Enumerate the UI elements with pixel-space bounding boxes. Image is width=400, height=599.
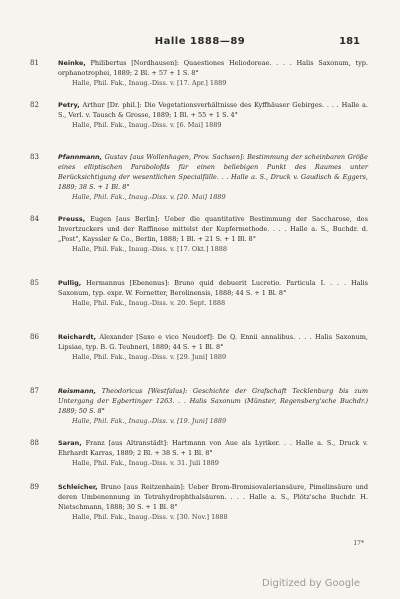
entry-dissertation: Halle, Phil. Fak., Inaug.-Diss. v. [17. Okt.] 1888 (72, 245, 228, 253)
signature-mark: 17* (353, 540, 364, 547)
entry-number: 83 (30, 153, 39, 161)
entry-author: Saran, (58, 439, 82, 447)
entry-number: 82 (30, 101, 39, 109)
entry-text: Philibertus [Nordhausen]: Quaestiones Heliodoreae. . . . Halis Saxonum, typ. orphanotrophei, 1889; 2 Bl. + 57 + 1 S. 8° (58, 59, 368, 77)
entry-body (58, 332, 368, 362)
entry-dissertation: Halle, Phil. Fak., Inaug.-Diss. v. [20. Mai] 1889 (72, 193, 226, 201)
entry-author: Petry, (58, 101, 80, 109)
entry-dissertation: Halle, Phil. Fak., Inaug.-Diss. v. [29. Juni] 1889 (72, 353, 227, 361)
entry-text: Arthur [Dr. phil.]: Die Vegetationsverhältnisse des Kyffhäuser Gebirges. . . . Halle a. S., Verl. v. Tausch & Grosse, 1889; 1 Bl. + 55 + 1 S. 4° (58, 101, 368, 119)
entry-body (58, 214, 368, 254)
entry-author: Neinke, (58, 59, 86, 67)
entry-body (58, 482, 368, 522)
entry-dissertation: Halle, Phil. Fak., Inaug.-Diss. v. [6. Mai] 1889 (72, 121, 222, 129)
running-header (0, 36, 400, 50)
entry-author: Pullig, (58, 279, 82, 287)
entry-body (58, 386, 368, 426)
entry-number: 89 (30, 483, 39, 491)
entry-author: Schleicher, (58, 483, 98, 491)
entry-text: Bruno [aus Reitzenhain]: Ueber Brom-Bromisovaleriansäure, Pimelinsäure und deren Umbenennung in Tetrahydrophthalsäuren. . . . Halle a. S., Plötz'sche Buchdr. H. Nietschmann, 1888; 30 S. + 1 Bl. 8° (58, 483, 368, 511)
entry-author: Preuss, (58, 215, 86, 223)
entry-text: Alexander [Saxo e vico Neudorf]: De Q. Ennii annalibus. . . . Halis Saxonum, Lipsiae, typ. B. G. Teubneri, 1889; 44 S. + 1 Bl. 8° (58, 333, 368, 351)
entry-dissertation: Halle, Phil. Fak., Inaug.-Diss. v. [30. Nov.] 1888 (72, 513, 228, 521)
entry-number: 88 (30, 439, 39, 447)
entry-number: 85 (30, 279, 39, 287)
entry-text: Gustav [aus Wollenhagen, Prov. Sachsen]: Bestimmung der scheinbaren Größe eines elliptischen Parabolofds für einen beliebigen Punkt des Raumes unter Berücksichtigung der wesentlichen Specialfälle. . . Halle a. S., Druck v. Gaudisch & Eggers, 1889; 38 S. + 1 Bl. 8° (58, 153, 368, 191)
entry-author: Reismann, (58, 387, 97, 395)
google-watermark: Digitized by Google (262, 578, 360, 589)
entry-text: Franz [aus Altranstädt]: Hartmann von Aue als Lyriker. . . Halle a. S., Druck v. Ehrhardt Karras, 1889; 2 Bl. + 38 S. + 1 Bl. 8° (58, 439, 368, 457)
entry-number: 86 (30, 333, 39, 341)
entry-dissertation: Halle, Phil. Fak., Inaug.-Diss. v. [19. Juni] 1889 (72, 417, 227, 425)
entry-number: 81 (30, 59, 39, 67)
entry-text: Theodoricus [Westfalus]: Geschichte der Grafschaft Tecklenburg bis zum Untergang der Egbertinger 1263. . . Halis Saxonum (Münster, Regensberg'sche Buchdr.) 1889; 50 S. 8° (58, 387, 368, 415)
entry-author: Pfannmann, (58, 153, 103, 161)
entry-dissertation: Halle, Phil. Fak., Inaug.-Diss. v. [17. Apr.] 1889 (72, 79, 227, 87)
entry-body (58, 438, 368, 468)
entry-number: 87 (30, 387, 39, 395)
entry-body (58, 58, 368, 88)
entry-text: Eugen [aus Berlin]: Ueber die quantitative Bestimmung der Saccharose, des Invertzuckers und der Raffinose mittelst der Kupfermethode. . . . Halle a. S., Buchdr. d. „Post", Kayssler & Co., Berlin, 1888; 1 Bl. + 21 S. + 1 Bl. 8° (58, 215, 368, 243)
header-title: Halle 1888—89 (154, 36, 246, 47)
entry-dissertation: Halle, Phil. Fak., Inaug.-Diss. v. 31. Juli 1889 (72, 459, 219, 467)
page-number: 181 (339, 36, 360, 47)
entry-body (58, 278, 368, 308)
entry-text: Hermannus [Ebenenus]: Bruno quid debuerit Lucretio. Particula I. . . . Halis Saxonum, typ. expr. W. Fornetter, Berolinensis, 1888; 44 S. + 1 Bl. 8° (58, 279, 368, 297)
entry-body (58, 100, 368, 130)
entry-author: Reichardt, (58, 333, 96, 341)
entry-dissertation: Halle, Phil. Fak., Inaug.-Diss. v. 20. Sept. 1888 (72, 299, 226, 307)
entry-number: 84 (30, 215, 39, 223)
entry-body (58, 152, 368, 202)
